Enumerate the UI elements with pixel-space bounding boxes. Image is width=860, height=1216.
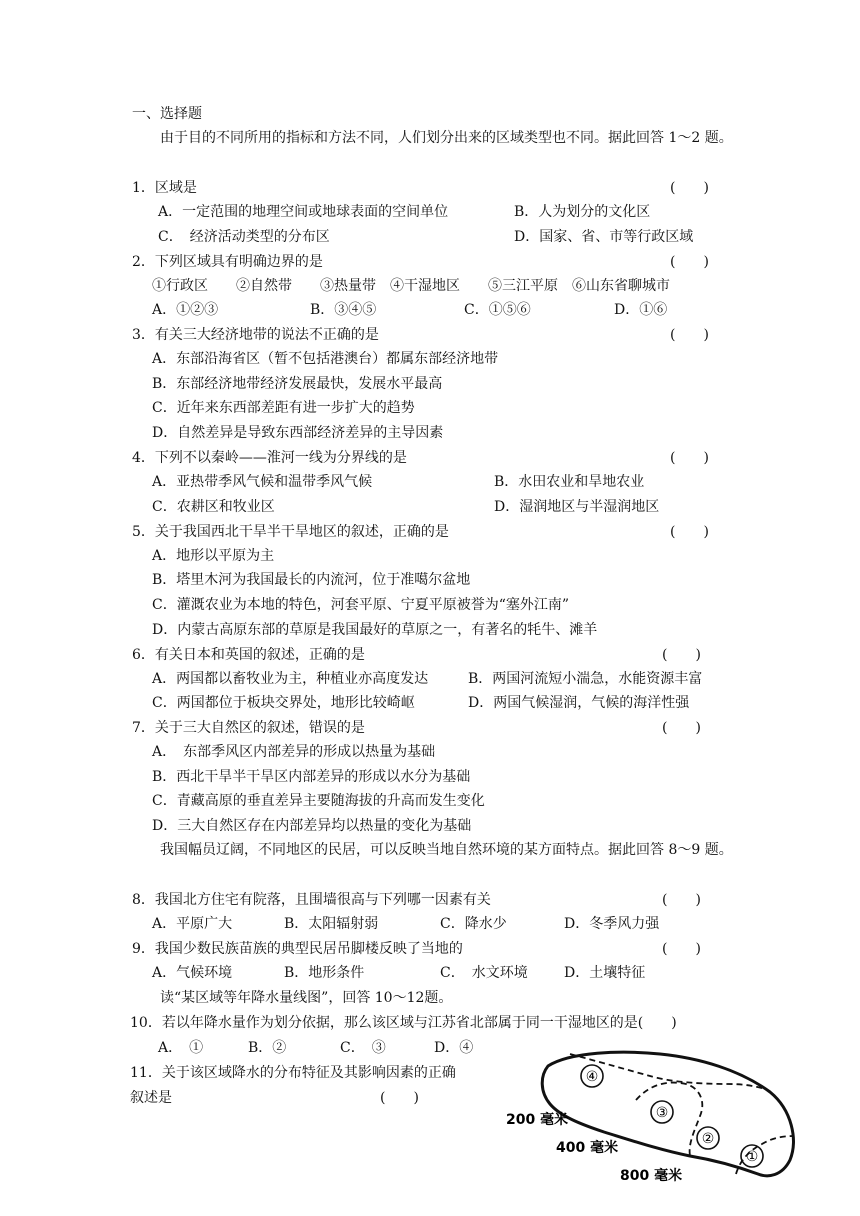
q2-option-a[interactable]: A．①②③ (152, 302, 219, 318)
q9-option-d[interactable]: D．土壤特征 (564, 965, 646, 981)
q10-stem: 10．若以年降水量作为划分依据，那么该区域与江苏省北部属于同一干湿地区的是( ) (130, 1015, 677, 1031)
q5-option-b[interactable]: B．塔里木河为我国最长的内流河，位于准噶尔盆地 (152, 572, 471, 588)
q2-items: ①行政区 ②自然带 ③热量带 ④干湿地区 ⑤三江平原 ⑥山东省聊城市 (152, 278, 670, 294)
q9-option-a[interactable]: A．气候环境 (152, 965, 233, 981)
q2-option-b[interactable]: B．③④⑤ (310, 302, 377, 318)
q4-stem: 4．下列不以秦岭——淮河一线为分界线的是 (132, 450, 407, 466)
q4-bracket: ( ) (670, 450, 709, 466)
q9-bracket: ( ) (662, 941, 701, 957)
q6-bracket: ( ) (662, 647, 701, 663)
q8-option-d[interactable]: D．冬季风力强 (564, 916, 660, 932)
q9-stem: 9．我国少数民族苗族的典型民居吊脚楼反映了当地的 (132, 941, 463, 957)
q2-stem: 2．下列区域具有明确边界的是 (132, 254, 323, 270)
intro-3: 读“某区域等年降水量线图”，回答 10～12题。 (160, 990, 453, 1006)
region-label-4: ④ (585, 1069, 599, 1085)
q11-bracket: ( ) (380, 1090, 419, 1106)
q10-option-b[interactable]: B．② (248, 1040, 287, 1056)
q1-option-b[interactable]: B．人为划分的文化区 (514, 204, 651, 220)
q1-option-d[interactable]: D．国家、省、市等行政区域 (514, 229, 694, 245)
q7-bracket: ( ) (662, 720, 701, 736)
q7-option-b[interactable]: B．西北干旱半干旱区内部差异的形成以水分为基础 (152, 769, 471, 785)
q5-option-c[interactable]: C．灌溉农业为本地的特色，河套平原、宁夏平原被誉为“塞外江南” (152, 597, 570, 613)
q6-option-b[interactable]: B．两国河流短小湍急，水能资源丰富 (468, 671, 703, 687)
q2-option-d[interactable]: D．①⑥ (614, 302, 668, 318)
q7-stem: 7．关于三大自然区的叙述，错误的是 (132, 720, 365, 736)
q10-option-d[interactable]: D．④ (434, 1040, 474, 1056)
q5-option-a[interactable]: A．地形以平原为主 (152, 548, 275, 564)
q1-option-a[interactable]: A．一定范围的地理空间或地球表面的空间单位 (158, 204, 449, 220)
q7-option-d[interactable]: D．三大自然区存在内部差异均以热量的变化为基础 (152, 818, 472, 834)
q8-bracket: ( ) (662, 892, 701, 908)
precipitation-isoline-map (500, 1040, 800, 1216)
q8-option-a[interactable]: A．平原广大 (152, 916, 233, 932)
isoline-label-200: 200 毫米 (506, 1112, 569, 1128)
q11-stem-continued: 叙述是 (130, 1090, 172, 1106)
q6-option-d[interactable]: D．两国气候湿润，气候的海洋性强 (468, 695, 690, 711)
q7-option-a[interactable]: A． 东部季风区内部差异的形成以热量为基础 (152, 744, 436, 760)
region-label-3: ③ (655, 1105, 669, 1121)
region-label-1: ① (745, 1149, 759, 1165)
q8-option-b[interactable]: B．太阳辐射弱 (284, 916, 379, 932)
q4-option-b[interactable]: B．水田农业和旱地农业 (494, 474, 645, 490)
q10-option-a[interactable]: A． ① (158, 1040, 204, 1056)
q10-option-c[interactable]: C． ③ (340, 1040, 386, 1056)
q3-option-b[interactable]: B．东部经济地带经济发展最快，发展水平最高 (152, 376, 443, 392)
q1-bracket: ( ) (670, 180, 709, 196)
q3-option-d[interactable]: D．自然差异是导致东西部经济差异的主导因素 (152, 425, 444, 441)
q4-option-a[interactable]: A．亚热带季风气候和温带季风气候 (152, 474, 373, 490)
q2-bracket: ( ) (670, 254, 709, 270)
intro-1: 由于目的不同所用的指标和方法不同，人们划分出来的区域类型也不同。据此回答 1～2 题。 (160, 130, 733, 146)
section-title: 一、选择题 (132, 106, 202, 122)
q5-stem: 5．关于我国西北干旱半干旱地区的叙述，正确的是 (132, 524, 449, 540)
intro-2: 我国幅员辽阔，不同地区的民居，可以反映当地自然环境的某方面特点。据此回答 8～9 题。 (160, 842, 733, 858)
q9-option-b[interactable]: B．地形条件 (284, 965, 365, 981)
q3-option-c[interactable]: C．近年来东西部差距有进一步扩大的趋势 (152, 400, 415, 416)
q4-option-c[interactable]: C．农耕区和牧业区 (152, 499, 275, 515)
q8-stem: 8．我国北方住宅有院落，且围墙很高与下列哪一因素有关 (132, 892, 491, 908)
q6-option-a[interactable]: A．两国都以畜牧业为主，种植业亦高度发达 (152, 671, 429, 687)
q7-option-c[interactable]: C．青藏高原的垂直差异主要随海拔的升高而发生变化 (152, 793, 485, 809)
q6-option-c[interactable]: C．两国都位于板块交界处，地形比较崎岖 (152, 695, 415, 711)
q2-option-c[interactable]: C．①⑤⑥ (464, 302, 531, 318)
q11-stem: 11．关于该区域降水的分布特征及其影响因素的正确 (130, 1065, 456, 1081)
q5-option-d[interactable]: D．内蒙古高原东部的草原是我国最好的草原之一，有著名的牦牛、滩羊 (152, 622, 598, 638)
q4-option-d[interactable]: D．湿润地区与半湿润地区 (494, 499, 660, 515)
q3-option-a[interactable]: A．东部沿海省区（暂不包括港澳台）都属东部经济地带 (152, 351, 499, 367)
q1-option-c[interactable]: C． 经济活动类型的分布区 (158, 229, 330, 245)
q9-option-c[interactable]: C． 水文环境 (440, 965, 528, 981)
q1-stem: 1．区域是 (132, 180, 197, 196)
region-label-2: ② (701, 1131, 715, 1147)
q5-bracket: ( ) (670, 524, 709, 540)
q6-stem: 6．有关日本和英国的叙述，正确的是 (132, 647, 365, 663)
q8-option-c[interactable]: C．降水少 (440, 916, 507, 932)
q3-stem: 3．有关三大经济地带的说法不正确的是 (132, 327, 379, 343)
isoline-label-800: 800 毫米 (620, 1168, 683, 1184)
q3-bracket: ( ) (670, 327, 709, 343)
isoline-label-400: 400 毫米 (556, 1140, 619, 1156)
